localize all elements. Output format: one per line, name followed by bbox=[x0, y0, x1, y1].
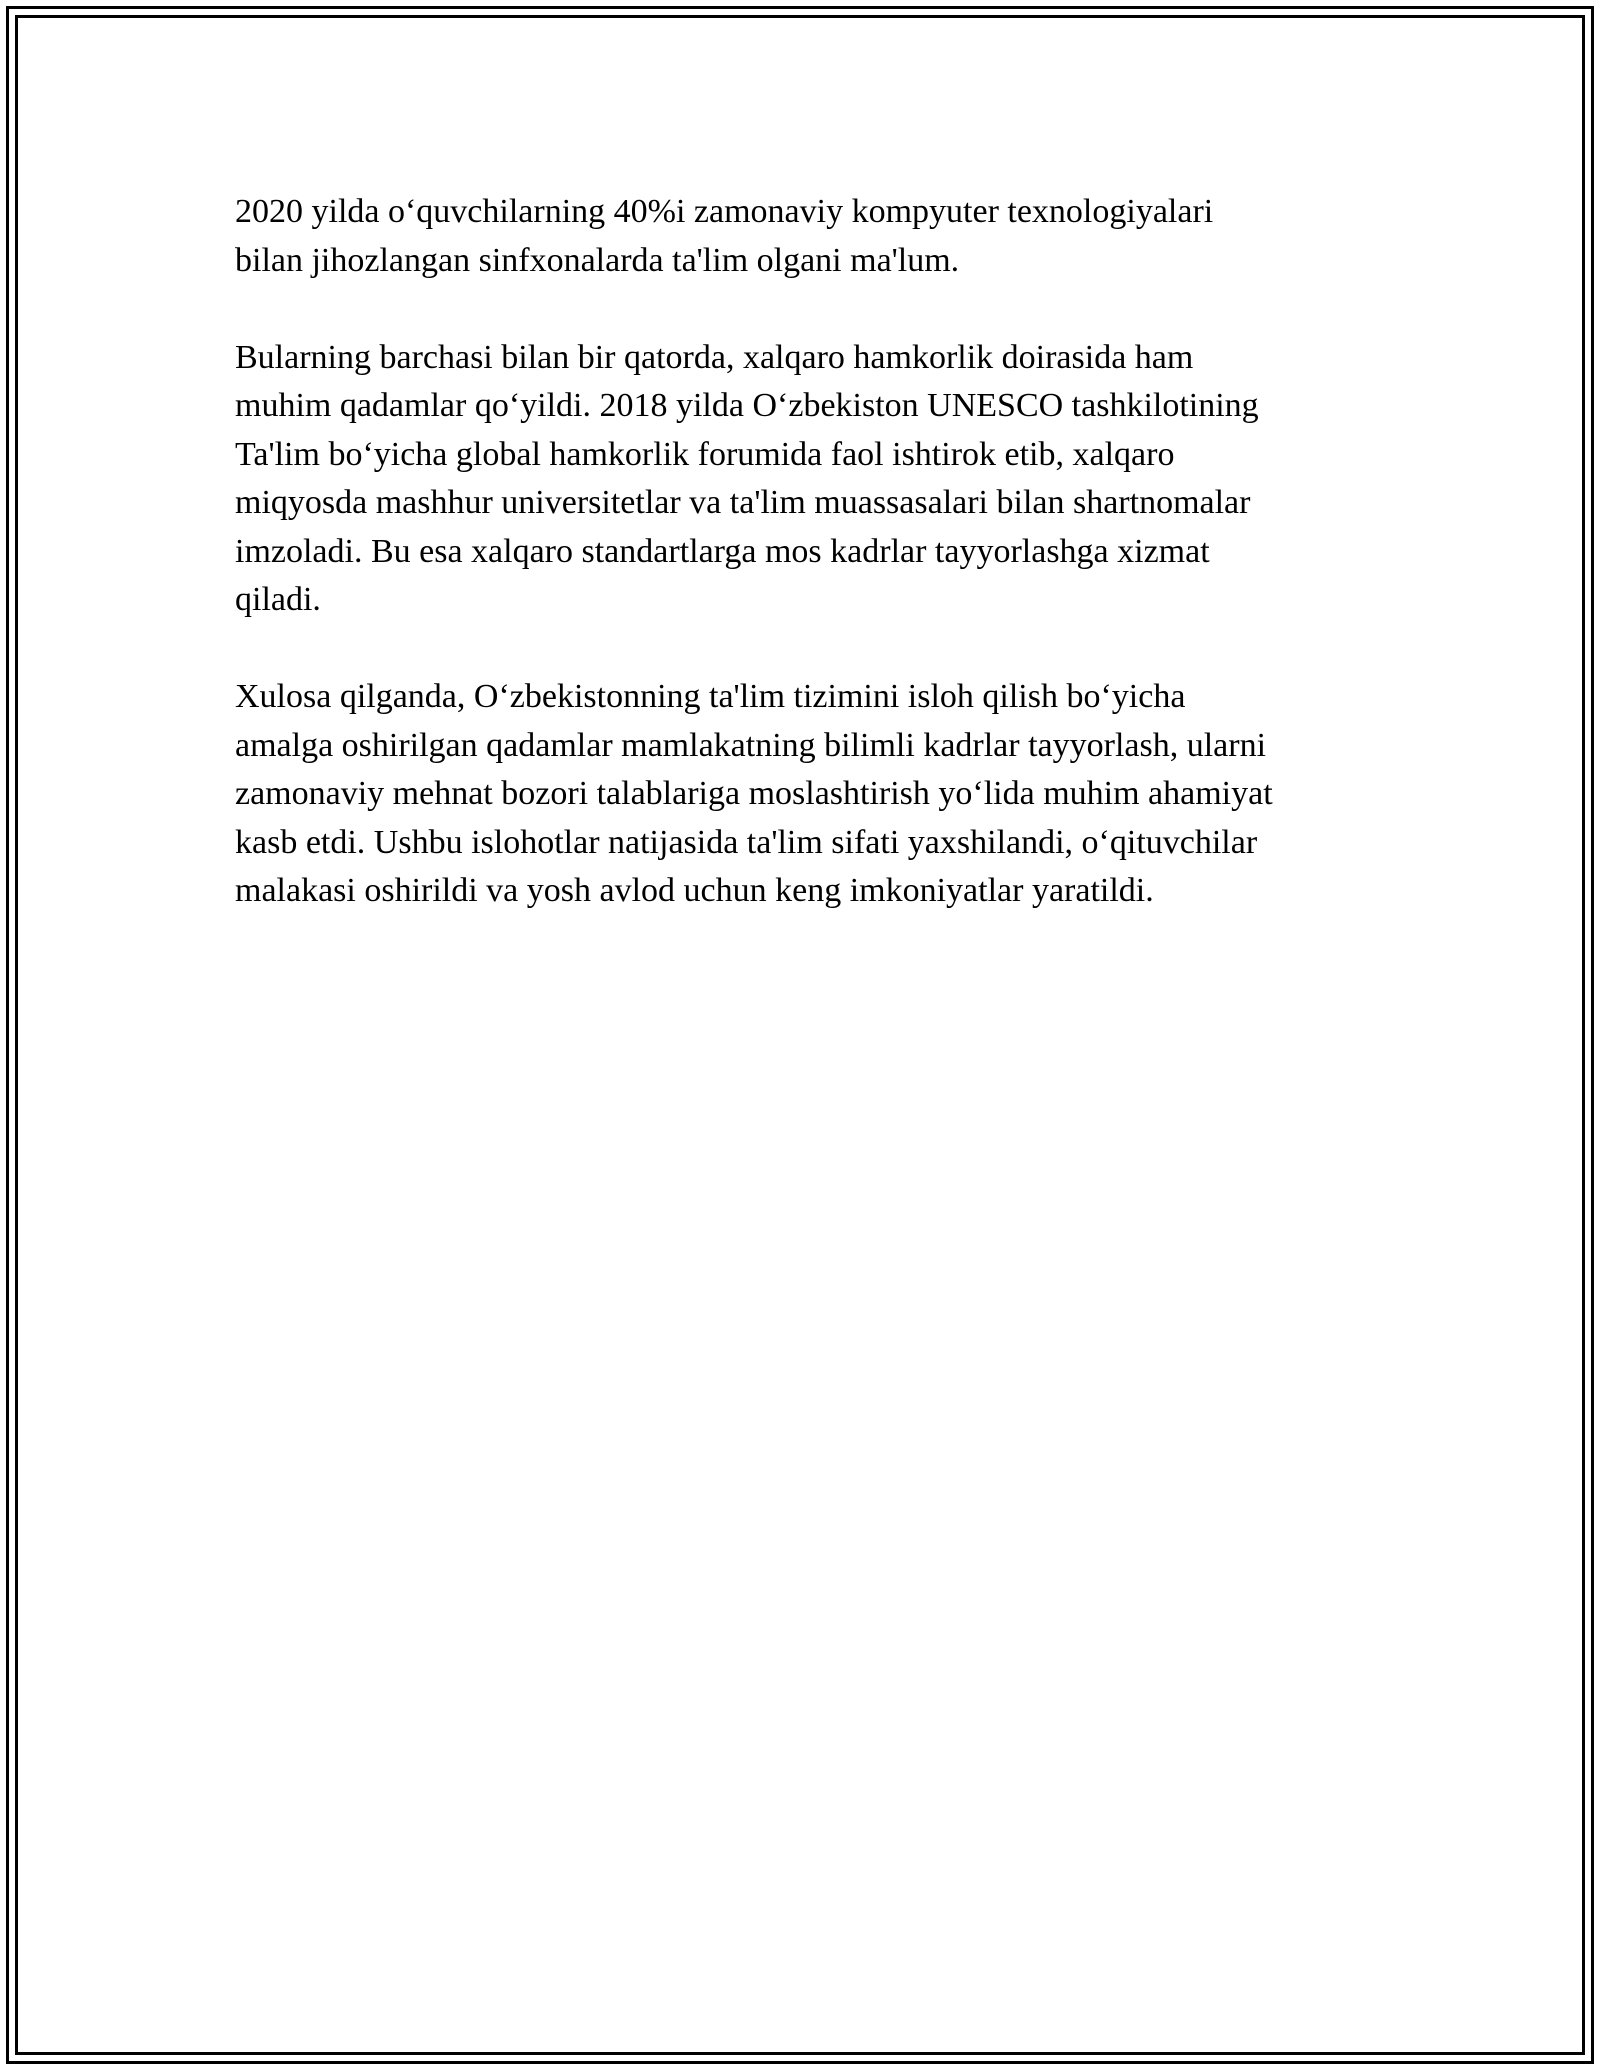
paragraph-2 bbox=[235, 334, 1365, 625]
text-line: muhim qadamlar qo‘yildi. 2018 yilda O‘zbekiston UNESCO tashkilotining bbox=[235, 387, 1259, 424]
text-line: bilan jihozlangan sinfxonalarda ta'lim olgani ma'lum. bbox=[235, 241, 960, 279]
text-line: Xulosa qilganda, O‘zbekistonning ta'lim tizimini isloh qilish bo‘yicha bbox=[235, 678, 1186, 715]
text-line: malakasi oshirildi va yosh avlod uchun keng imkoniyatlar yaratildi. bbox=[235, 872, 1154, 909]
document-body bbox=[235, 188, 1365, 964]
text-line: Bularning barchasi bilan bir qatorda, xalqaro hamkorlik doirasida ham bbox=[235, 338, 1194, 376]
paragraph-3 bbox=[235, 673, 1365, 916]
text-line: 2020 yilda o‘quvchilarning 40%i zamonaviy kompyuter texnologiyalari bbox=[235, 193, 1214, 230]
text-line: kasb etdi. Ushbu islohotlar natijasida ta'lim sifati yaxshilandi, o‘qituvchilar bbox=[235, 823, 1258, 861]
text-line: zamonaviy mehnat bozori talablariga moslashtirish yo‘lida muhim ahamiyat bbox=[235, 775, 1273, 812]
text-line: amalga oshirilgan qadamlar mamlakatning bilimli kadrlar tayyorlash, ularni bbox=[235, 726, 1267, 764]
text-line: qiladi. bbox=[235, 581, 321, 618]
paragraph-1 bbox=[235, 188, 1365, 285]
text-line: imzoladi. Bu esa xalqaro standartlarga mos kadrlar tayyorlashga xizmat bbox=[235, 532, 1210, 570]
text-line: miqyosda mashhur universitetlar va ta'lim muassasalari bilan shartnomalar bbox=[235, 484, 1251, 521]
text-line: Ta'lim bo‘yicha global hamkorlik forumida faol ishtirok etib, xalqaro bbox=[235, 435, 1175, 473]
